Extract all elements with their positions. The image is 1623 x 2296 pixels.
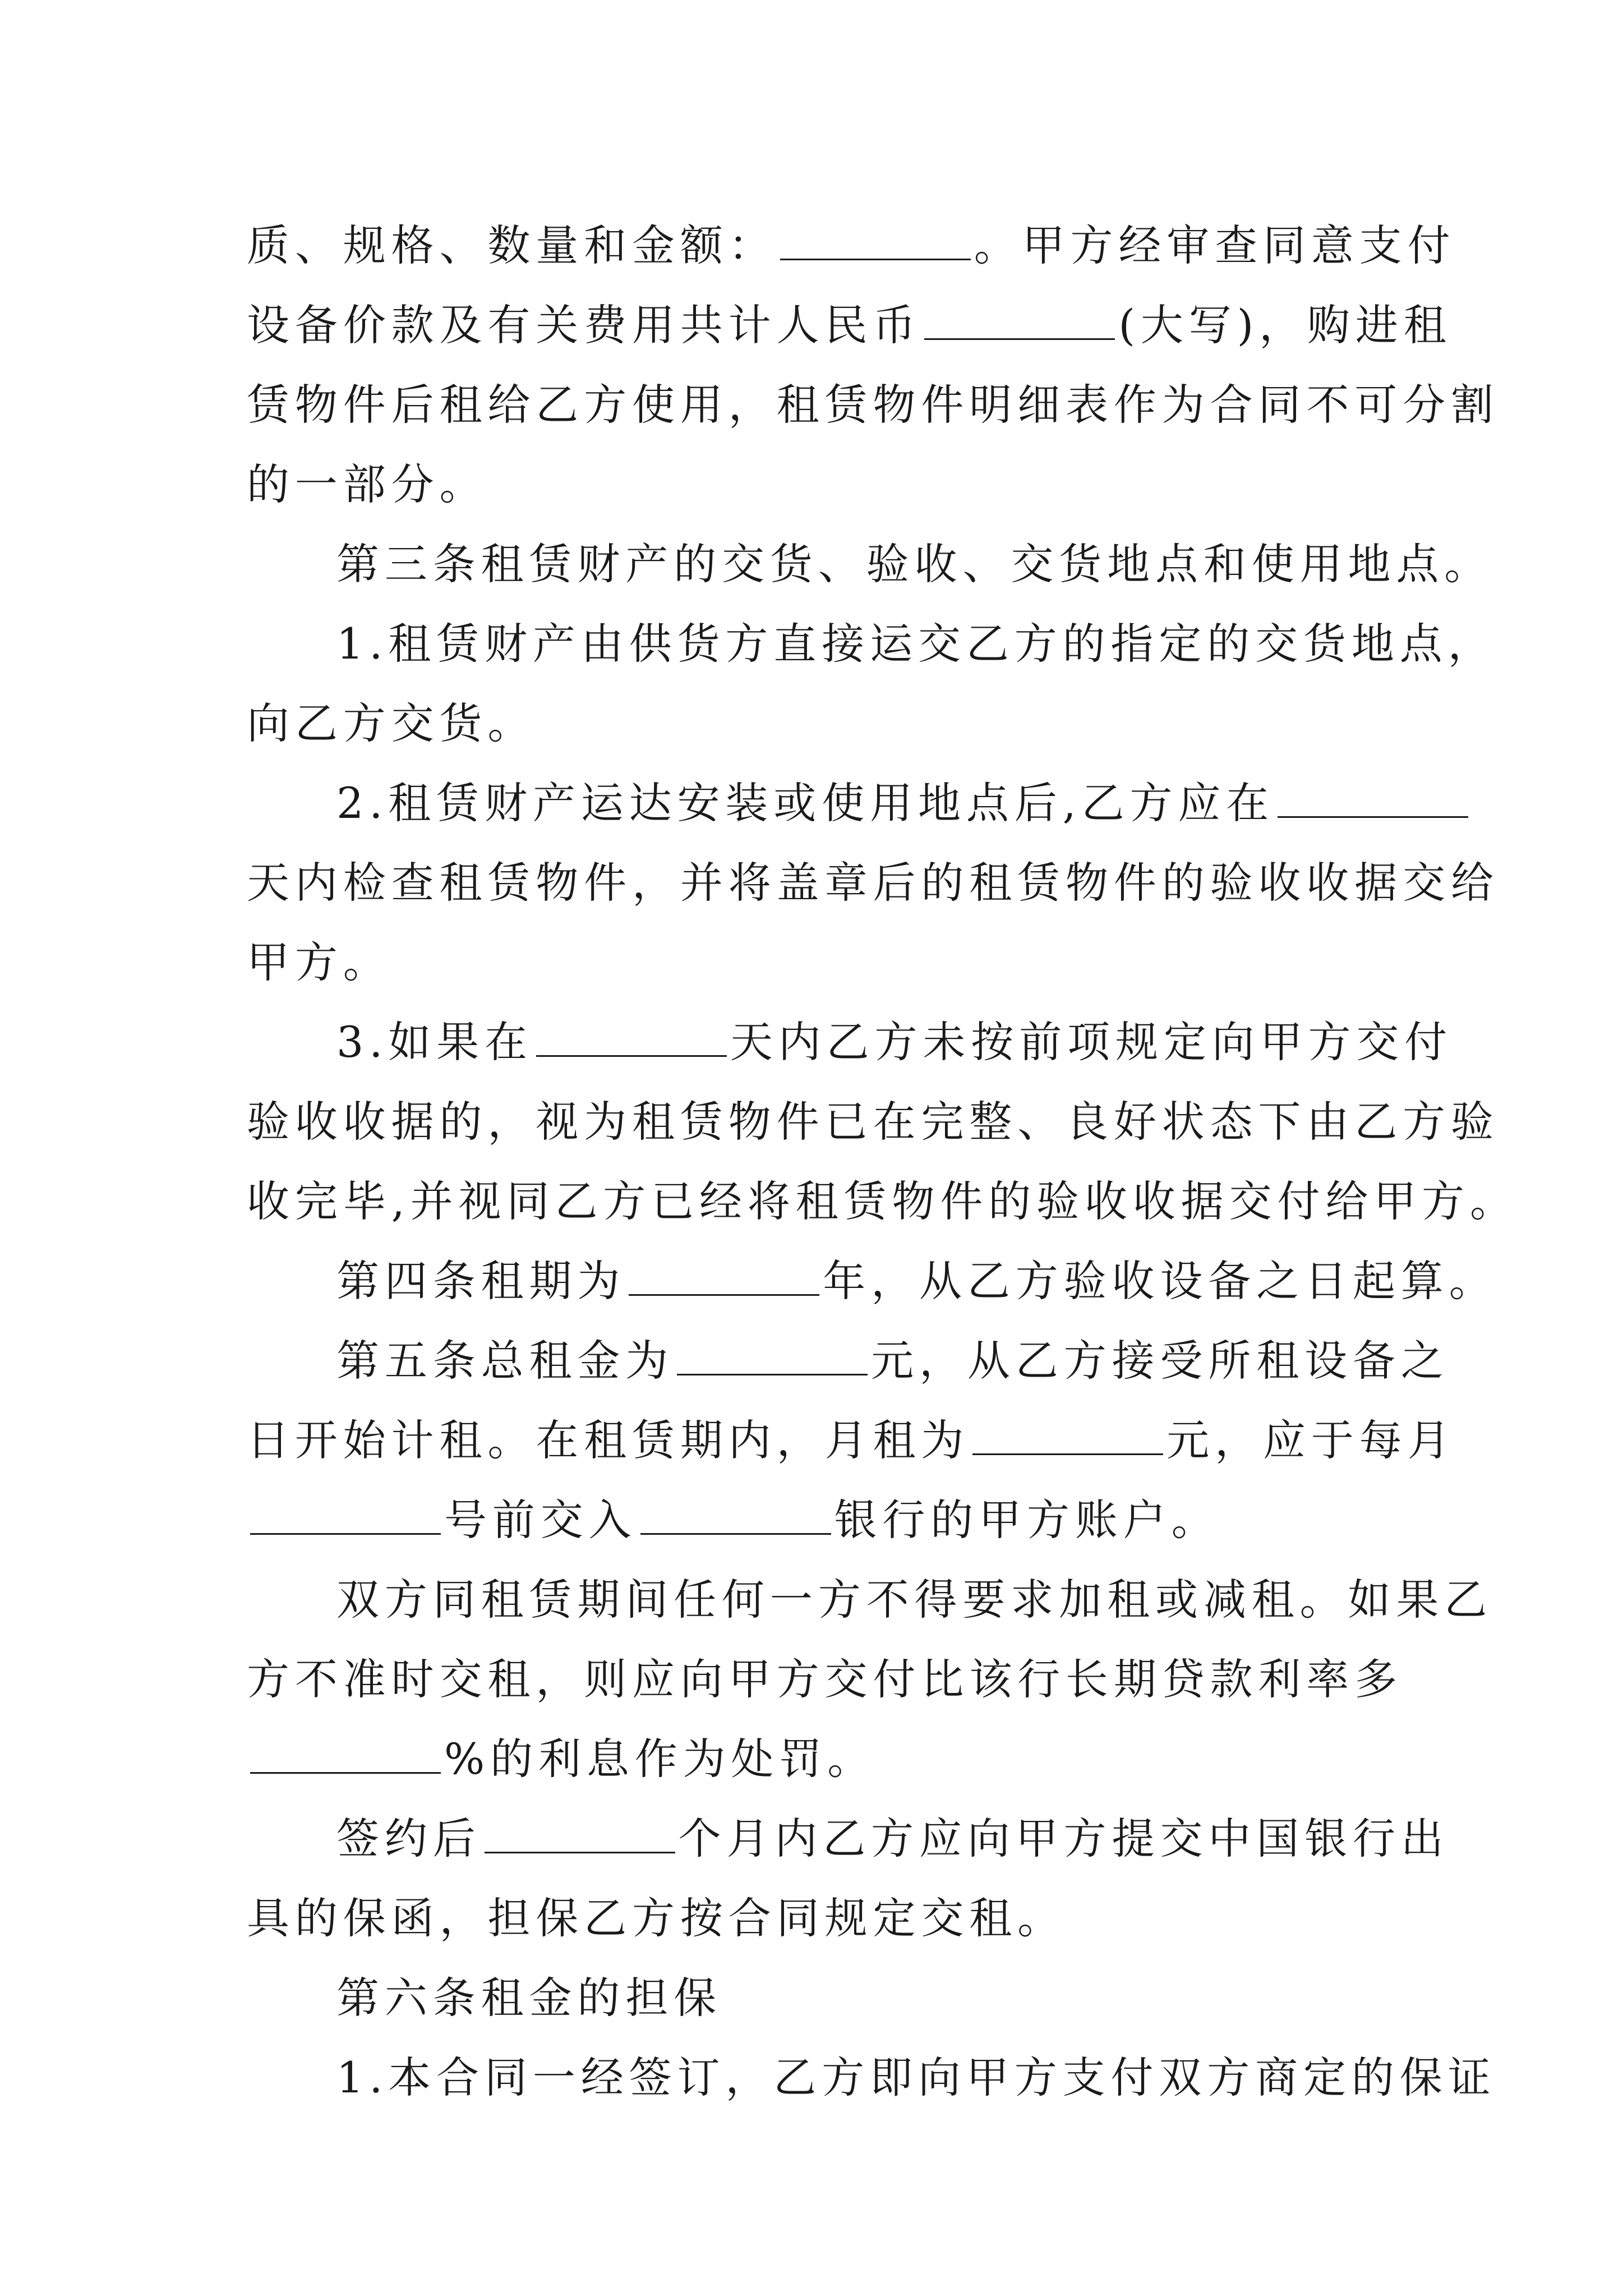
fill-blank	[485, 1817, 675, 1853]
text-line-13: 收完毕,并视同乙方已经将租赁物件的验收收据交付给甲方。	[247, 1176, 1518, 1226]
text-line-11: 3.如果在 天内乙方未按前项规定向甲方交付	[336, 1017, 1453, 1067]
text-line-19: 方不准时交租，则应向甲方交付比该行长期贷款利率多	[247, 1654, 1403, 1704]
article-5-rent: 第五条总租金为 元，从乙方接受所租设备之	[336, 1336, 1449, 1386]
fill-blank	[677, 1339, 868, 1375]
article-4-term: 第四条租期为 年，从乙方验收设备之日起算。	[336, 1256, 1497, 1306]
fill-blank	[250, 1498, 441, 1535]
text-line-2: 设备价款及有关费用共计人民币 (大写)，购进租	[247, 300, 1452, 350]
text-line-6: 1.租赁财产由供货方直接运交乙方的指定的交货地点，	[336, 619, 1496, 669]
text-line-1: 质、规格、数量和金额： 。甲方经审查同意支付	[247, 220, 1456, 270]
article-3-heading: 第三条租赁财产的交货、验收、交货地点和使用地点。	[336, 539, 1493, 589]
text-line-7: 向乙方交货。	[247, 698, 536, 748]
text-line-21: 签约后 个月内乙方应向甲方提交中国银行出	[336, 1814, 1449, 1864]
text-line-12: 验收收据的，视为租赁物件已在完整、良好状态下由乙方验	[247, 1097, 1499, 1147]
text-line-24: 1.本合同一经签订，乙方即向甲方支付双方商定的保证	[336, 2053, 1496, 2102]
text-line-10: 甲方。	[247, 937, 391, 987]
fill-blank	[640, 1498, 831, 1535]
fill-blank	[629, 1259, 819, 1296]
text-line-3: 赁物件后租给乙方使用，租赁物件明细表作为合同不可分割	[247, 380, 1499, 430]
text-line-22: 具的保函，担保乙方按合同规定交租。	[247, 1893, 1066, 1943]
article-6-heading: 第六条租金的担保	[336, 1973, 722, 2023]
text-line-18: 双方同租赁期间任何一方不得要求加租或减租。如果乙	[336, 1575, 1493, 1625]
fill-blank	[780, 224, 971, 260]
fill-blank	[1278, 781, 1468, 818]
fill-blank	[536, 1020, 727, 1057]
text-line-20: %的利息作为处罚。	[247, 1726, 875, 1793]
fill-blank	[972, 1419, 1163, 1455]
text-line-9: 天内检查租赁物件，并将盖章后的租赁物件的验收收据交给	[247, 858, 1499, 908]
text-line-4: 的一部分。	[247, 459, 488, 509]
text-line-17: 号前交入 银行的甲方账户。	[247, 1487, 1220, 1554]
fill-blank	[924, 303, 1115, 340]
text-line-8: 2.租赁财产运达安装或使用地点后,乙方应在	[336, 770, 1472, 837]
fill-blank	[250, 1737, 441, 1774]
text-line-16: 日开始计租。在租赁期内，月租为 元，应于每月	[247, 1415, 1456, 1465]
